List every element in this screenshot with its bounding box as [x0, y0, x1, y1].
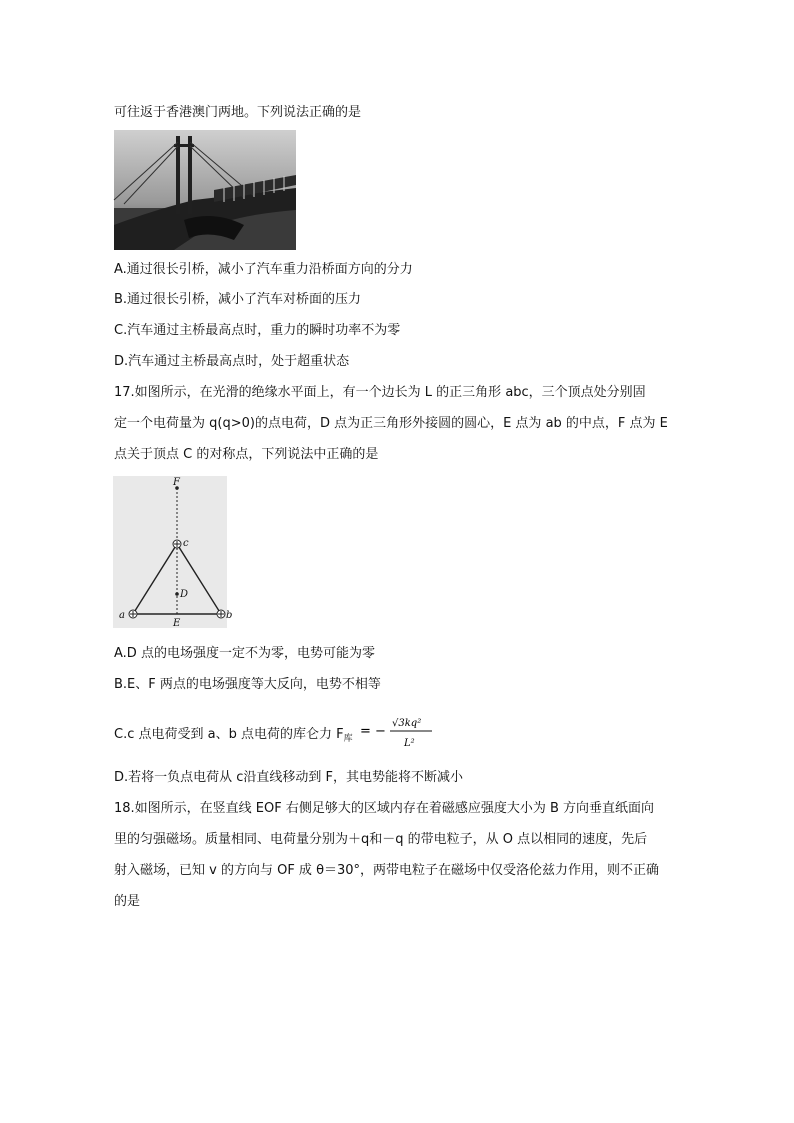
- option-17c-subscript: 库: [343, 734, 353, 744]
- label-c: c: [183, 538, 189, 549]
- option-17d: D.若将一负点电荷从 c沿直线移动到 F，其电势能将不断减小: [114, 770, 464, 785]
- label-b: b: [226, 610, 233, 621]
- formula-numerator: √3kq²: [392, 718, 422, 729]
- q17-stem-line3: 点关于顶点 C 的对称点，下列说法中正确的是: [114, 447, 379, 462]
- q18-stem-line1: 18.如图所示，在竖直线 EOF 右侧足够大的区域内存在着磁感应强度大小为 B 方向垂直纸面向: [114, 801, 655, 816]
- q18-stem-line2: 里的匀强磁场。质量相同、电荷量分别为＋q和－q 的带电粒子，从 O 点以相同的速度，先后: [114, 832, 648, 847]
- formula-denominator: L²: [404, 738, 415, 749]
- option-17c-text: C.c 点电荷受到 a、b 点电荷的库仑力 F: [114, 727, 344, 742]
- option-16a: A.通过很长引桥，减小了汽车重力沿桥面方向的分力: [114, 262, 413, 277]
- label-E: E: [173, 618, 181, 629]
- q17-stem-line1: 17.如图所示，在光滑的绝缘水平面上，有一个边长为 L 的正三角形 abc，三个顶点处分别固: [114, 385, 646, 400]
- option-16d: D.汽车通过主桥最高点时，处于超重状态: [114, 354, 350, 369]
- option-16b: B.通过很长引桥，减小了汽车对桥面的压力: [114, 292, 362, 307]
- option-16c: C.汽车通过主桥最高点时，重力的瞬时功率不为零: [114, 323, 401, 338]
- option-17b: B.E、F 两点的电场强度等大反向，电势不相等: [114, 677, 381, 692]
- triangle-figure: [113, 476, 233, 629]
- formula-equals: = −: [360, 724, 386, 739]
- label-F: F: [173, 477, 180, 488]
- bridge-photo: [114, 130, 296, 250]
- option-17a: A.D 点的电场强度一定不为零，电势可能为零: [114, 646, 375, 661]
- label-D: D: [180, 589, 189, 600]
- intro-line: 可往返于香港澳门两地。下列说法正确的是: [114, 105, 362, 120]
- q17-stem-line2: 定一个电荷量为 q(q>0)的点电荷，D 点为正三角形外接圆的圆心，E 点为 ab 的中点，F 点为 E: [114, 416, 668, 431]
- q18-stem-line3: 射入磁场，已知 v 的方向与 OF 成 θ＝30°，两带电粒子在磁场中仅受洛伦兹力作用，则不正确: [114, 863, 660, 878]
- q18-stem-line4: 的是: [114, 894, 141, 909]
- coulomb-force-formula: [360, 712, 550, 752]
- label-a: a: [119, 610, 125, 621]
